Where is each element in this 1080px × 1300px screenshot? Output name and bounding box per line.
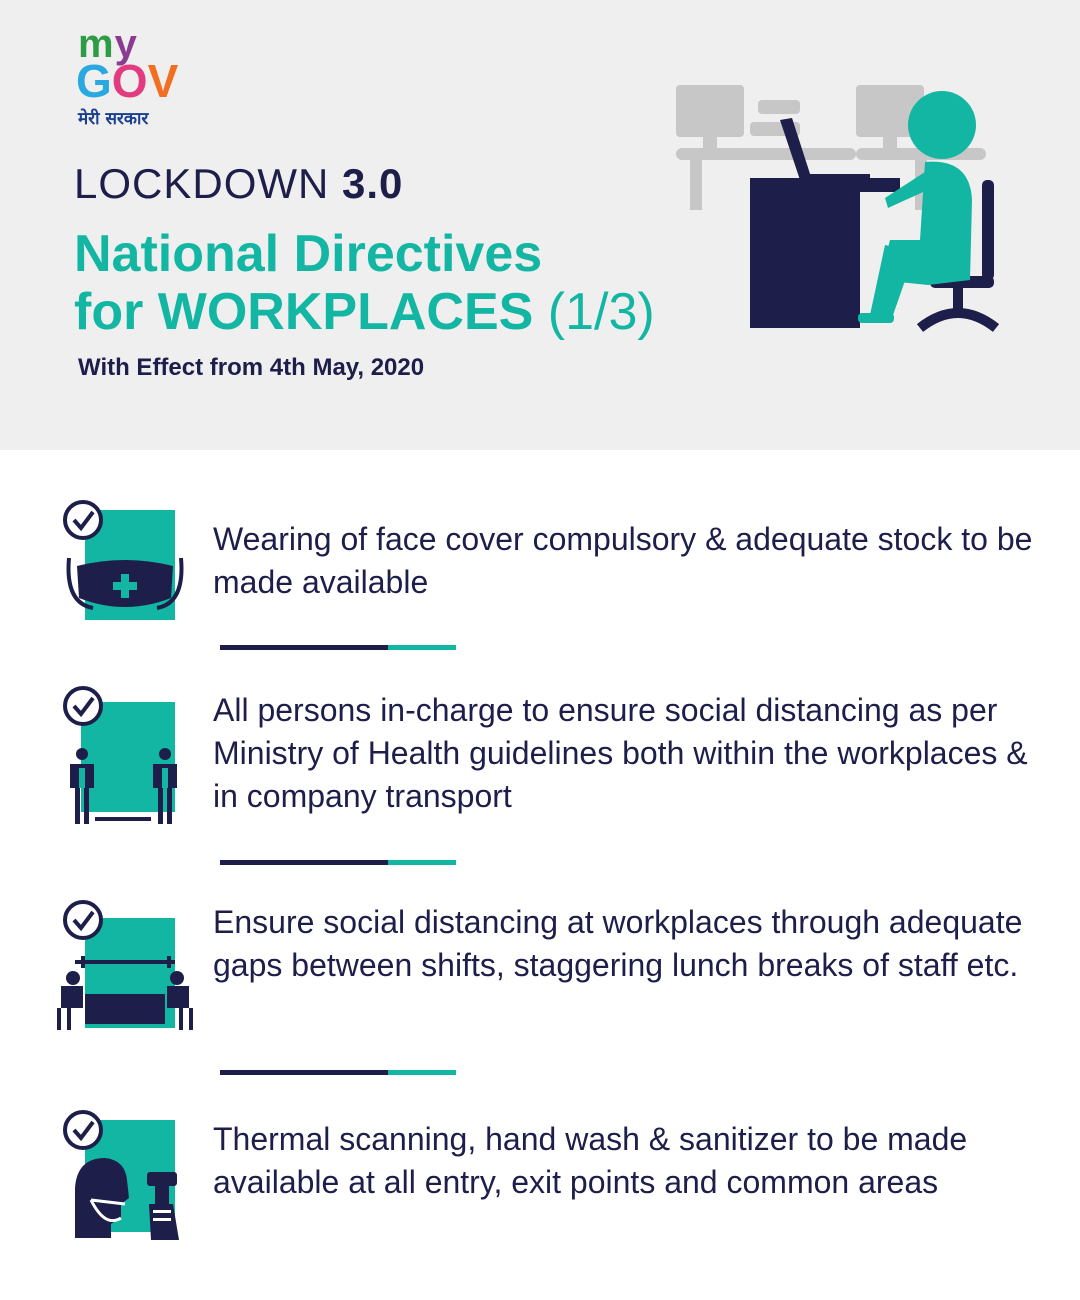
header-banner (0, 0, 1080, 450)
logo-tagline: मेरी सरकार (78, 109, 149, 129)
divider-2 (220, 860, 456, 865)
office-worker-illustration (670, 80, 1010, 335)
title-page-number: (1/3) (547, 283, 655, 341)
lockdown-version: 3.0 (342, 160, 404, 207)
effective-date: With Effect from 4th May, 2020 (78, 354, 425, 381)
divider-1 (220, 645, 456, 650)
logo-my-m: m (78, 22, 115, 66)
logo-gov-g: G (76, 55, 112, 107)
face-mask-icon (55, 498, 195, 638)
lockdown-word: LOCKDOWN (74, 160, 330, 207)
mygov-logo[interactable] (76, 22, 206, 129)
logo-my-y: y (114, 22, 138, 66)
page-title (74, 225, 655, 341)
lockdown-heading (74, 160, 403, 208)
title-line-1: National Directives (74, 225, 543, 283)
directive-text-3: Ensure social distancing at workplaces through adequate gaps between shifts, staggering lunch breaks of staff etc. (213, 904, 1023, 983)
directive-text-2: All persons in-charge to ensure social distancing as per Ministry of Health guidelines both within the workplaces & in company transport (213, 692, 1028, 814)
directive-text-4: Thermal scanning, hand wash & sanitizer to be made available at all entry, exit points and common areas (213, 1121, 968, 1200)
title-line-2: for WORKPLACES (74, 283, 534, 341)
thermal-scanner-icon (55, 1108, 195, 1248)
logo-gov-o: O (111, 55, 148, 107)
directive-text-1: Wearing of face cover compulsory & adequate stock to be made available (213, 521, 1033, 600)
social-distancing-icon (55, 684, 195, 824)
divider-3 (220, 1070, 456, 1075)
logo-gov-v: V (147, 55, 179, 107)
meeting-table-icon (55, 898, 195, 1038)
